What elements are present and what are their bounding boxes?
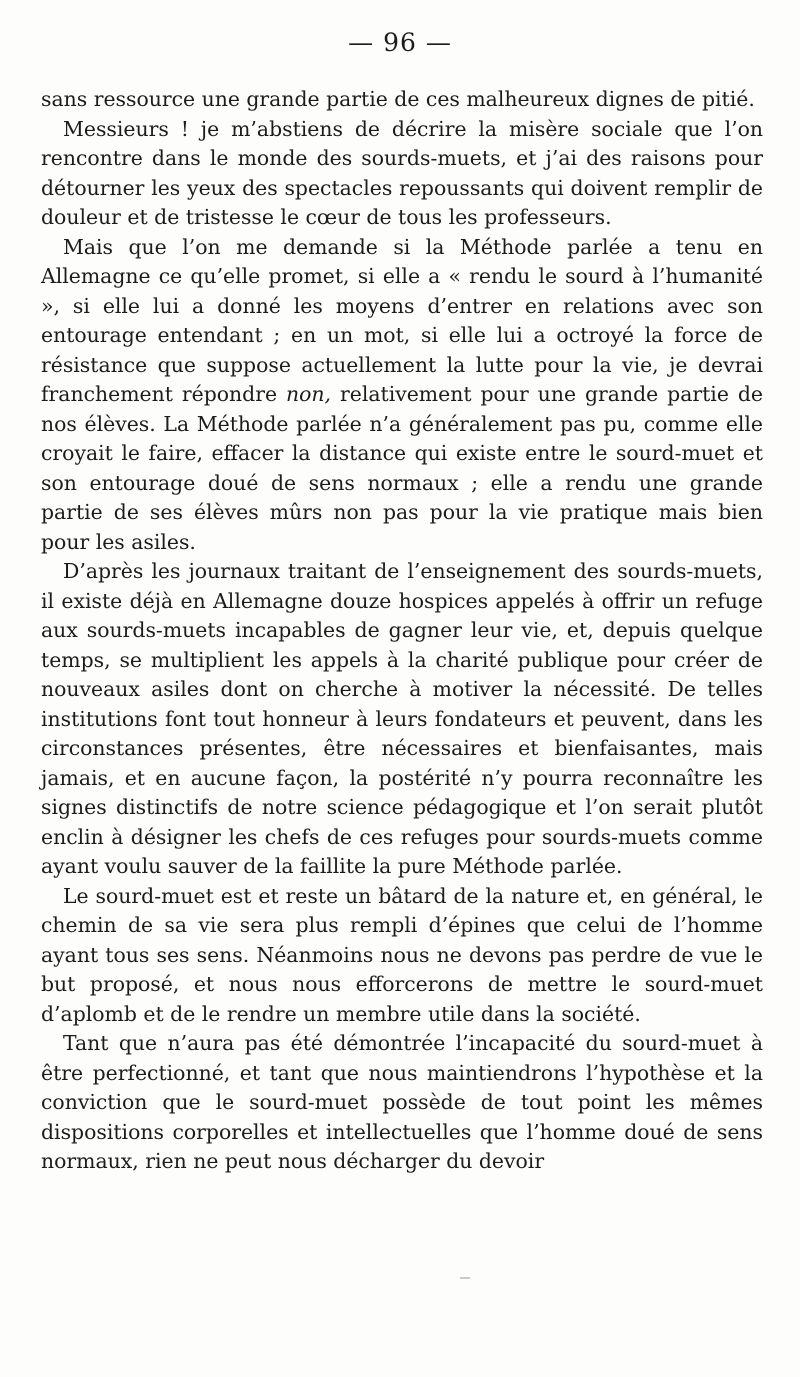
paragraph-3-before: Mais que l’on me demande si la Méthode parlée a tenu en Allemagne ce qu’elle promet, si elle a « rendu le sourd à l’humanité », si elle lui a donné les moyens d’entrer en relations avec son entourage entendant ; en un mot, si elle lui a octroyé la force de résistance que suppose actuellement la lutte pour la vie, je devrai franchement répondre [41, 234, 763, 406]
paragraph-6: Tant que n’aura pas été démontrée l’incapacité du sourd-muet à être perfectionné, et tant que nous maintiendrons l’hypothèse et la conviction que le sourd-muet possède de tout point les mêmes dispositions corporelles et intellectuelles que l’homme doué de sens normaux, rien ne peut nous décharger du devoir [41, 1031, 763, 1173]
paragraph-4: D’après les journaux traitant de l’enseignement des sourds-muets, il existe déjà en Allemagne douze hospices appelés à offrir un refuge aux sourds-muets incapables de gagner leur vie, et, depuis quelque temps, se multiplient les appels à la charité publique pour créer de nouveaux asiles dont on cherche à motiver la nécessité. De telles institutions font tout honneur à leurs fondateurs et peuvent, dans les circonstances présentes, être nécessaires et bienfaisantes, mais jamais, et en aucune façon, la postérité n’y pourra reconnaître les signes distinctifs de notre science pédagogique et l’on serait plutôt enclin à désigner les chefs de ces refuges pour sourds-muets comme ayant voulu sauver de la faillite la pure Méthode parlée. [41, 559, 763, 878]
ink-speck [460, 1277, 470, 1279]
body-text [41, 85, 763, 1177]
paragraph-3-emphasis: non, [286, 382, 332, 406]
paragraph-3-after: relativement pour une grande partie de nos élèves. La Méthode parlée n’a généralement pas pu, comme elle croyait le faire, effacer la distance qui existe entre le sourd-muet et son entourage doué de sens normaux ; elle a rendu une grande partie de ses élèves mûrs non pas pour la vie pratique mais bien pour les asiles. [41, 382, 763, 554]
paragraph-5: Le sourd-muet est et reste un bâtard de la nature et, en général, le chemin de sa vie sera plus rempli d’épines que celui de l’homme ayant tous ses sens. Néanmoins nous ne devons pas perdre de vue le but proposé, et nous nous efforcerons de mettre le sourd-muet d’aplomb et de le rendre un membre utile dans la société. [41, 883, 763, 1026]
paragraph-3 [41, 233, 763, 558]
page-number: — 96 — [348, 28, 452, 57]
paragraph-2: Messieurs ! je m’abstiens de décrire la misère sociale que l’on rencontre dans le monde des sourds-muets, et j’ai des raisons pour détourner les yeux des spectacles repoussants qui doivent remplir de douleur et de tristesse le cœur de tous les professeurs. [41, 116, 763, 229]
paragraph-1: sans ressource une grande partie de ces malheureux dignes de pitié. [41, 87, 755, 111]
